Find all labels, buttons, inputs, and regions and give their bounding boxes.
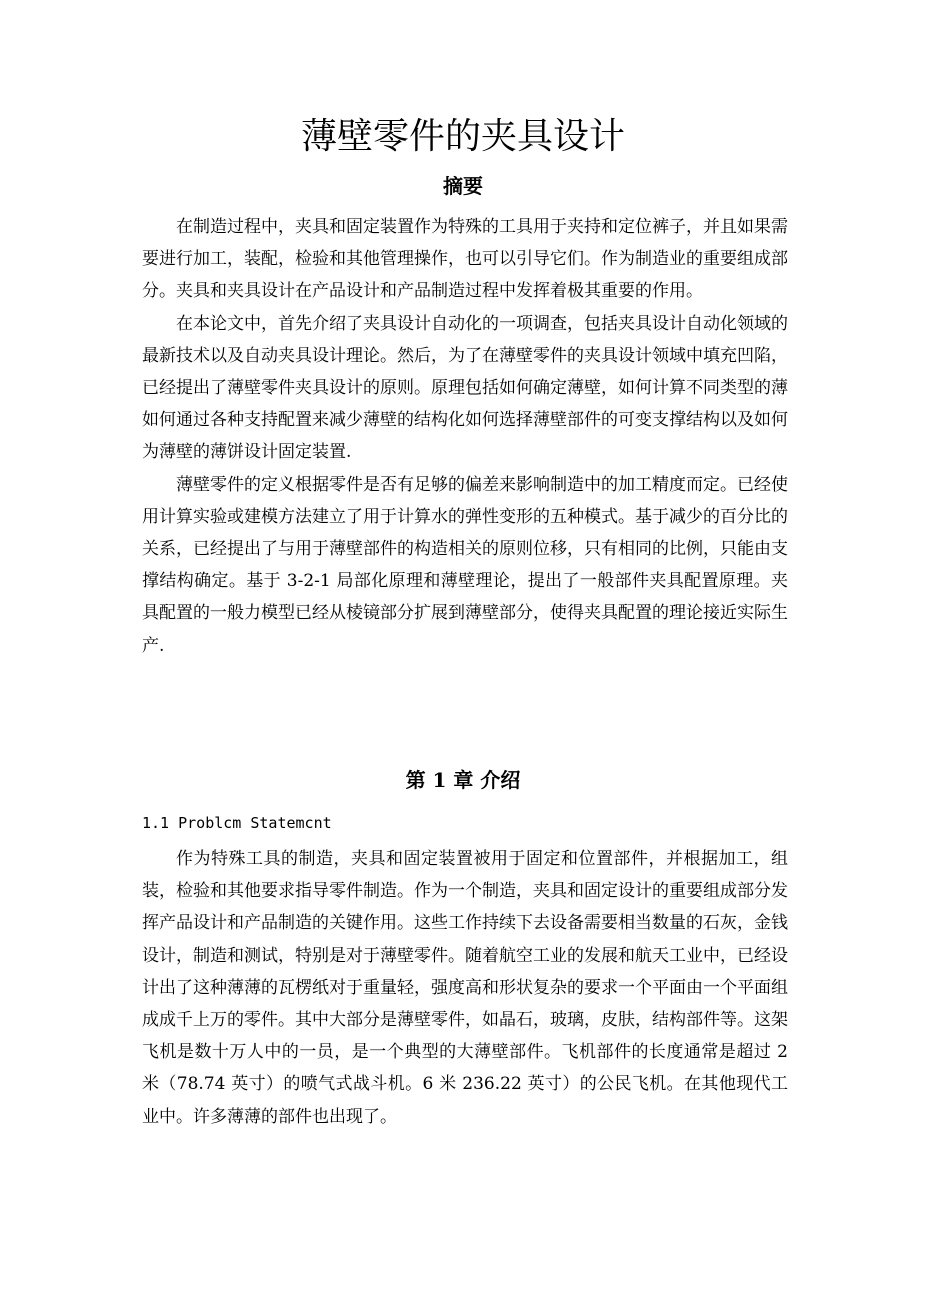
document-title: 薄壁零件的夹具设计 xyxy=(300,116,625,157)
intro-paragraph: 作为特殊工具的制造，夹具和固定装置被用于固定和位置部件，并根据加工，组装，检验和其他要求指导零件制造。作为一个制造，夹具和固定设计的重要组成部分发挥产品设计和产品制造的关键作用。这些工作持续下去设备需要相当数量的石灰，金钱设计，制造和测试，特别是对于薄壁零件。随着航空工业的发展和航天工业中，已经设计出了这种薄薄的瓦楞纸对于重量轻，强度高和形状复杂的要求一个平面由一个平面组成成千上万的零件。其中大部分是薄壁零件，如晶石，玻璃，皮肤，结构部件等。这架飞机是数十万人中的一员，是一个典型的大薄壁部件。飞机部件的长度通常是超过 2 米（78.74 英寸）的喷气式战斗机。6 米 236.22 英寸）的公民飞机。在其他现代工业中。许多薄薄的部件也出现了。 xyxy=(142,849,788,1127)
abstract-body xyxy=(142,211,788,662)
intro-body xyxy=(142,843,788,1133)
section-label: 1.1 Problcm Statemcnt xyxy=(142,814,332,832)
abstract-heading: 摘要 xyxy=(443,174,483,198)
abstract-paragraph-2: 在本论文中，首先介绍了夹具设计自动化的一项调查，包括夹具设计自动化领域的最新技术以及自动夹具设计理论。然后，为了在薄壁零件的夹具设计领域中填充凹陷，已经提出了薄壁零件夹具设计的原则。原理包括如何确定薄壁，如何计算不同类型的薄如何通过各种支持配置来减少薄壁的结构化如何选择薄壁部件的可变支撑结构以及如何为薄壁的薄饼设计固定装置. xyxy=(142,313,788,463)
abstract-paragraph-3: 薄壁零件的定义根据零件是否有足够的偏差来影响制造中的加工精度而定。已经使用计算实验或建模方法建立了用于计算水的弹性变形的五种模式。基于减少的百分比的关系，已经提出了与用于薄壁部件的构造相关的原则位移，只有相同的比例，只能由支撑结构确定。基于 3-2-1 局部化原理和薄壁理论，提出了一般部件夹具配置原理。夹具配置的一般力模型已经从棱镜部分扩展到薄壁部分，使得夹具配置的理论接近实际生产. xyxy=(142,474,788,656)
chapter-heading: 第 1 章 介绍 xyxy=(405,768,521,792)
abstract-paragraph-1: 在制造过程中，夹具和固定装置作为特殊的工具用于夹持和定位裤子，并且如果需要进行加工，装配，检验和其他管理操作，也可以引导它们。作为制造业的重要组成部分。夹具和夹具设计在产品设计和产品制造过程中发挥着极其重要的作用。 xyxy=(142,217,788,302)
